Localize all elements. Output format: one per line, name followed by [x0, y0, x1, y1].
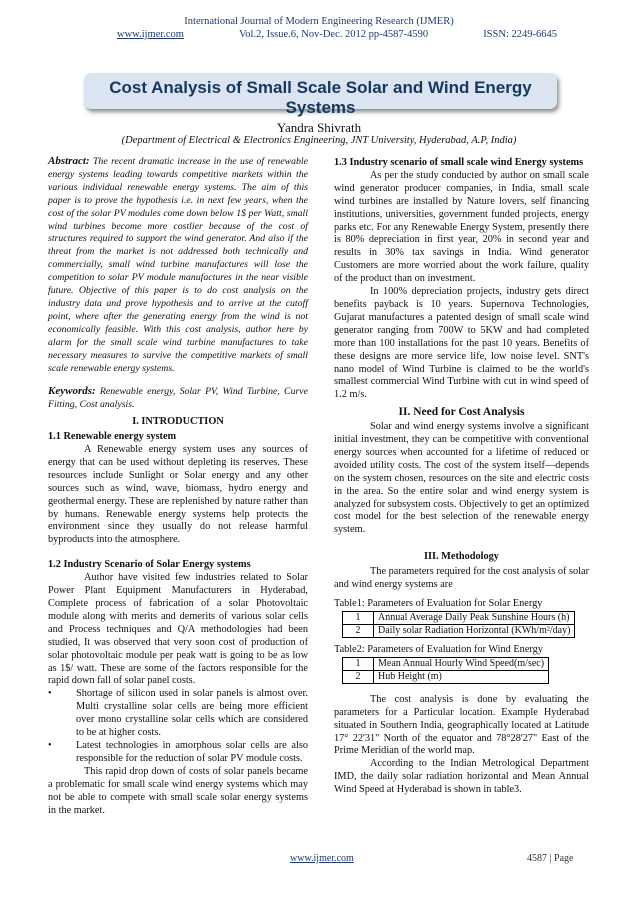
paragraph: As per the study conducted by author on small scale wind generator producer companies, in India, small scale wind turbines are installed by Nature lovers, self financing institutions, universities, government funded projects, energy parks etc. For any Renewable Energy System, presently there is 80% depreciation in first year, 20% in second year and results in 30% tax savings in India. Wind generator Customers are more worried about the work failure, quality of the product than on investment.: [334, 169, 589, 285]
journal-name: International Journal of Modern Engineering Research (IJMER): [184, 16, 454, 27]
paragraph: Solar and wind energy systems involve a significant initial investment, they can be competitive with conventional energy sources when accounted for a lifetime of reduced or avoided utility costs. The cost of the system itself—depends on the system chosen, resources on the site and electric costs in the area. So the entire solar and wind energy system is analyzed for subsystem costs. Objectively to get an optimized cost model for the best selection of the renewable energy system.: [334, 421, 589, 536]
page-number: 4587 | Page: [527, 853, 574, 864]
author-name: Yandra Shivrath: [276, 120, 362, 135]
journal-site-link[interactable]: www.ijmer.com: [117, 29, 184, 40]
list-item: • Shortage of silicon used in solar panels is almost over. Multi crystalline solar cells are being more efficient over mono crystalline solar cells which are considered to be at higher costs.: [48, 688, 308, 739]
table-row: 2 Daily solar Radiation Horizontal (KWh/m²/day): [343, 624, 575, 637]
section-3-heading: III. Methodology: [424, 551, 499, 563]
paragraph: A Renewable energy system uses any sources of energy that can be used without depleting its reserves. These resources include Sunlight or Solar energy and any other sources such as wind, wave, biomass, hydro energy and geothermal energy. These are replenished by nature rather than by humans. Renewable energy systems help protects the environment since they usually do not release harmful byproducts into the atmosphere.: [48, 444, 308, 546]
subsection-1-3-heading: 1.3 Industry scenario of small scale wind Energy systems: [334, 157, 584, 168]
journal-volume: Vol.2, Issue.6, Nov-Dec. 2012 pp-4587-4590: [239, 29, 429, 40]
paper-title: Cost Analysis of Small Scale Solar and Wind Energy Systems: [109, 78, 532, 117]
bullet-icon: •: [48, 688, 52, 700]
bullet-list: [48, 688, 308, 765]
footer-site-link[interactable]: www.ijmer.com: [290, 853, 354, 864]
title-box: [84, 73, 557, 117]
abstract-label: Abstract:: [48, 155, 90, 167]
abstract-text: The recent dramatic increase in the use of renewable energy systems leading towards competitive markets within the various individual renewable energy systems. The aim of this paper is to prove the hypothesis i.e. in next few years, when the cost of the solar PV modules come down below 1$ per Watt, small wind turbines become more costlier because of the cost of structures required to support the wind generator. And also if the threat from the market is not addressed both technically and commercially, small wind turbine manufactures will lose the competition to solar PV module manufactures in the near visible future. Objective of this paper is to do cost analysis on the industry data and prove hypothesis and to arrive at the cutoff point, where after the generating energy from the wind is not economically feasible. With this cost analysis, author here by alarm for the small scale wind turbine manufactures to take necessary measures to survive the competitive markets of small scale renewable energy systems.: [48, 156, 308, 374]
journal-issn: ISSN: 2249-6645: [483, 29, 557, 40]
abstract: [48, 155, 308, 375]
table2: [342, 657, 549, 684]
left-column: [48, 155, 308, 817]
bullet-icon: •: [48, 739, 52, 751]
keywords-label: Keywords:: [48, 385, 96, 398]
keywords: [48, 385, 308, 412]
table-row: 1 Mean Annual Hourly Wind Speed(m/sec): [343, 657, 549, 670]
table2-caption: Table2: Parameters of Evaluation for Wind Energy: [334, 643, 543, 655]
right-column: [334, 155, 589, 797]
section-2-heading: II. Need for Cost Analysis: [398, 406, 525, 419]
paragraph: This rapid drop down of costs of solar panels became a problematic for small scale wind energy systems which may not be able to compete with small scale solar energy systems in the market.: [48, 765, 308, 816]
paragraph: According to the Indian Metrological Department IMD, the daily solar radiation horizontal and Mean Annual Wind Speed at Hyderabad is shown in table3.: [334, 758, 589, 796]
author-affiliation: (Department of Electrical & Electronics Engineering, JNT University, Hyderabad, A.P, India): [121, 135, 517, 146]
list-item: • Latest technologies in amorphous solar cells are also responsible for the reduction of solar PV module costs.: [48, 739, 308, 764]
table-row: 2 Hub Height (m): [343, 670, 549, 683]
table1: [342, 611, 575, 638]
subsection-1-1-heading: 1.1 Renewable energy system: [48, 431, 177, 443]
section-1-heading: I. INTRODUCTION: [132, 416, 224, 428]
paragraph: The cost analysis is done by evaluating the parameters for a Particular location. Example Hyderabad situated in Southern India, geographically located at Latitude 17° 22'31" North of the equator and 78°28'27" East of the Prime Meridian of the world map.: [334, 693, 589, 757]
paragraph: Author have visited few industries related to Solar Power Plant Equipment Manufacturers in Hyderabad, Complete process of fabrication of a solar Photovoltaic module along with merits and demerits of various solar cells and Process techniques and Q/A methodologies had been studied, It was observed that very soon cost of production of solar photovoltaic module per peak watt is going to be as low as 1$/ watt. These are some of the factors responsible for the rapid down fall of solar panel costs.: [48, 572, 308, 687]
subsection-1-2-heading: 1.2 Industry Scenario of Solar Energy systems: [48, 559, 251, 571]
table1-caption: Table1: Parameters of Evaluation for Solar Energy: [334, 598, 543, 609]
paragraph: The parameters required for the cost analysis of solar and wind energy systems are: [334, 566, 590, 591]
keywords-text: Renewable energy, Solar PV, Wind Turbine, Curve Fitting, Cost analysis.: [48, 386, 308, 411]
paragraph: In 100% depreciation projects, industry gets direct benefits payback is 10 years. Supernova Technologies, Gujarat manufactures a patented design of small scale wind generator ranging from 700W to 5KW and had completed more than 100 installations for the past 10 years. Benefits of these designs are more service life, low noise level. SNT's nano model of Wind Turbine is claimed to be the world's smallest commercial Wind Turbine with cut in wind speed of 1.2 m/s.: [334, 286, 589, 401]
journal-info: [117, 29, 557, 40]
table-row: 1 Annual Average Daily Peak Sunshine Hours (h): [343, 611, 575, 624]
